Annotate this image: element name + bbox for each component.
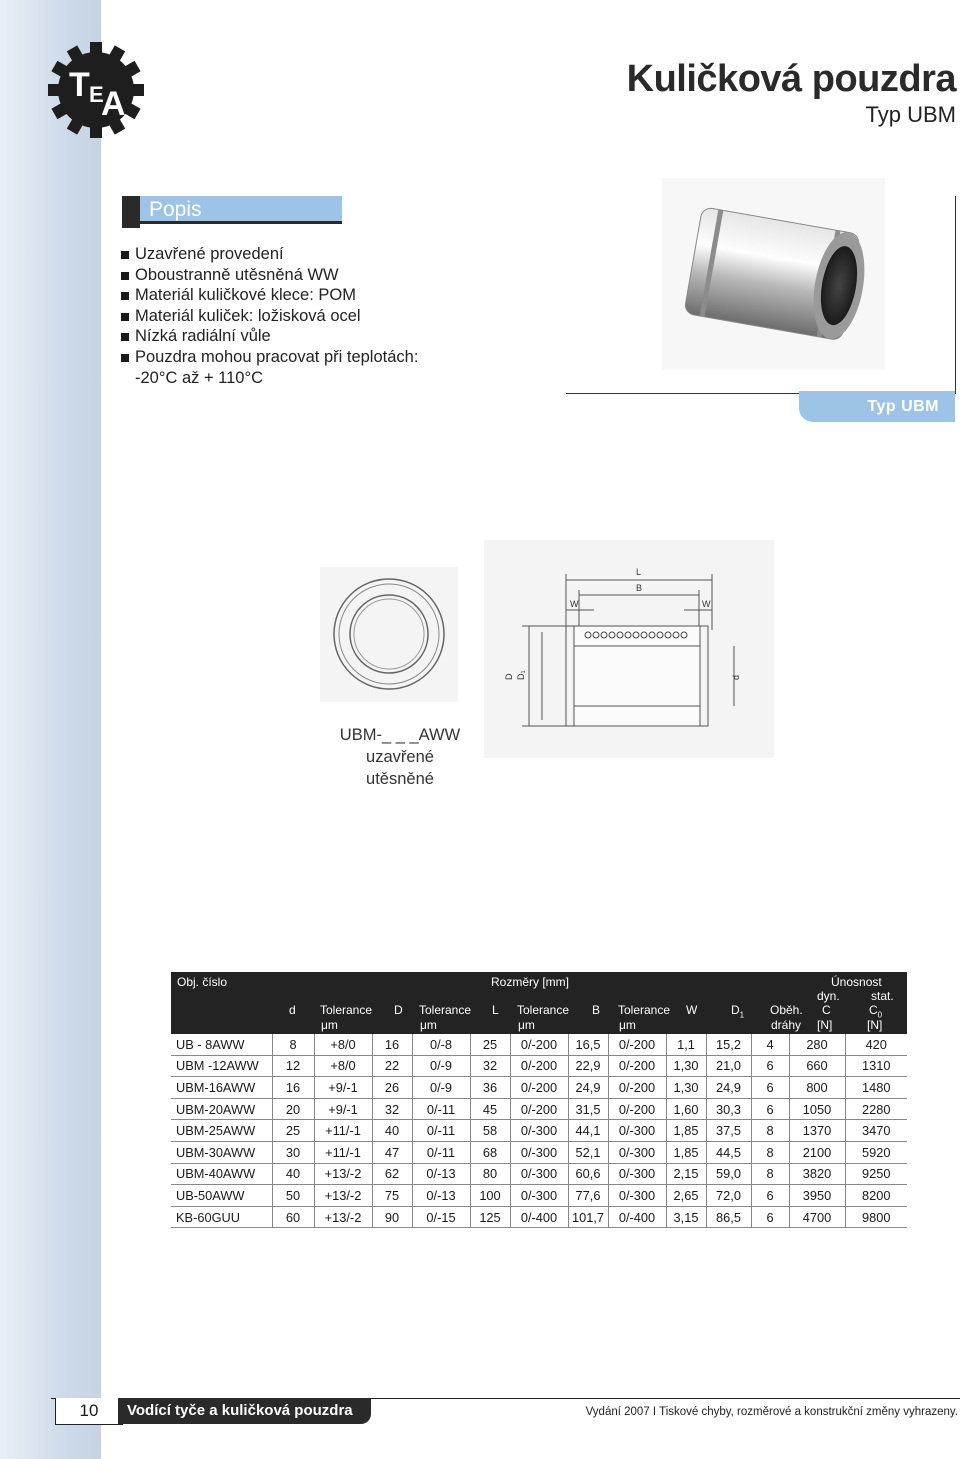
table-cell: 68 <box>470 1141 510 1163</box>
table-cell: 8 <box>751 1141 789 1163</box>
cell-product-code: UB - 8AWW <box>171 1034 272 1055</box>
feature-list <box>120 244 418 388</box>
table-cell: 22 <box>372 1055 412 1077</box>
table-cell: 0/-200 <box>510 1077 568 1099</box>
table-cell: 0/-400 <box>608 1206 666 1228</box>
header-W: W <box>686 1003 698 1017</box>
table-cell: 100 <box>470 1185 510 1207</box>
header-dyn: dyn. <box>817 989 840 1003</box>
table-cell: 0/-8 <box>412 1034 470 1055</box>
feature-item: Nízká radiální vůle <box>120 326 418 347</box>
table-cell: 80 <box>470 1163 510 1185</box>
table-cell: 0/-400 <box>510 1206 568 1228</box>
table-cell: 2100 <box>789 1141 845 1163</box>
temperature-range: -20°C až + 110°C <box>135 368 263 387</box>
table-cell: 0/-200 <box>608 1055 666 1077</box>
table-cell: 0/-11 <box>412 1120 470 1142</box>
table-cell: 0/-200 <box>510 1098 568 1120</box>
table-cell: 8 <box>751 1120 789 1142</box>
cell-product-code: UBM-20AWW <box>171 1098 272 1120</box>
table-cell: 3950 <box>789 1185 845 1207</box>
header-N: [N] <box>867 1018 883 1032</box>
table-cell: 2,15 <box>666 1163 706 1185</box>
table-cell: 0/-300 <box>608 1141 666 1163</box>
header-um: μm <box>420 1018 437 1032</box>
table-cell: 1480 <box>845 1077 907 1099</box>
table-cell: 21,0 <box>706 1055 751 1077</box>
table-cell: 6 <box>751 1077 789 1099</box>
type-code: UBM-_ _ _AWW <box>339 726 461 744</box>
table-cell: 0/-200 <box>510 1055 568 1077</box>
table-cell: 50 <box>272 1185 314 1207</box>
table-row <box>171 1034 907 1055</box>
table-cell: +9/-1 <box>314 1077 372 1099</box>
table-row <box>171 1206 907 1228</box>
table-cell: 6 <box>751 1206 789 1228</box>
table-cell: 0/-200 <box>510 1034 568 1055</box>
table-cell: 0/-9 <box>412 1055 470 1077</box>
table-cell: 60,6 <box>568 1163 608 1185</box>
table-cell: 22,9 <box>568 1055 608 1077</box>
table-cell: 420 <box>845 1034 907 1055</box>
section-heading-label: Popis <box>140 196 342 224</box>
cell-product-code: UBM-16AWW <box>171 1077 272 1099</box>
header-L: L <box>492 1003 499 1017</box>
table-cell: 1,1 <box>666 1034 706 1055</box>
table-cell: 6 <box>751 1098 789 1120</box>
table-cell: 6 <box>751 1185 789 1207</box>
cell-product-code: UB-50AWW <box>171 1185 272 1207</box>
cell-product-code: KB-60GUU <box>171 1206 272 1228</box>
footer-note: Vydání 2007 I Tiskové chyby, rozměrové a konstrukční změny vyhrazeny. <box>585 1406 958 1418</box>
table-cell: 16 <box>272 1077 314 1099</box>
table-cell: 32 <box>372 1098 412 1120</box>
header-tol: Tolerance <box>320 1003 373 1017</box>
header-tol: Tolerance <box>419 1003 472 1017</box>
table-cell: 1310 <box>845 1055 907 1077</box>
cell-product-code: UBM-30AWW <box>171 1141 272 1163</box>
table-cell: 800 <box>789 1077 845 1099</box>
table-cell: 1,60 <box>666 1098 706 1120</box>
table-cell: +9/-1 <box>314 1098 372 1120</box>
header-um: μm <box>619 1018 636 1032</box>
dim-label-w: W <box>570 599 579 609</box>
header-C: C <box>822 1003 831 1017</box>
table-cell: 75 <box>372 1185 412 1207</box>
table-cell: 30 <box>272 1141 314 1163</box>
table-cell: 8 <box>272 1034 314 1055</box>
table-cell: 0/-300 <box>608 1163 666 1185</box>
table-cell: 44,1 <box>568 1120 608 1142</box>
type-code-line3: utěsněné <box>366 770 434 788</box>
table-cell: 16,5 <box>568 1034 608 1055</box>
table-cell: 37,5 <box>706 1120 751 1142</box>
page-subtitle: Typ UBM <box>865 102 956 127</box>
table-cell: 72,0 <box>706 1185 751 1207</box>
table-cell: +8/0 <box>314 1055 372 1077</box>
table-cell: 0/-200 <box>608 1034 666 1055</box>
header-D1-label: D <box>731 1003 740 1017</box>
heading-accent-bar <box>122 196 140 228</box>
header-D: D <box>394 1003 403 1017</box>
table-cell: 0/-15 <box>412 1206 470 1228</box>
table-cell: 15,2 <box>706 1034 751 1055</box>
table-cell: 25 <box>272 1120 314 1142</box>
table-cell: 1370 <box>789 1120 845 1142</box>
table-cell: 59,0 <box>706 1163 751 1185</box>
dim-label-d-inner: d <box>731 674 741 680</box>
table-cell: 2,65 <box>666 1185 706 1207</box>
table-cell: +11/-1 <box>314 1120 372 1142</box>
header-B: B <box>592 1003 601 1017</box>
table-cell: 5920 <box>845 1141 907 1163</box>
table-cell: 0/-300 <box>510 1120 568 1142</box>
header-unosnost: Únosnost <box>831 975 882 989</box>
header-tol: Tolerance <box>517 1003 570 1017</box>
svg-text:E: E <box>89 82 104 107</box>
header-C0-label: C <box>869 1003 878 1017</box>
table-cell: 40 <box>272 1163 314 1185</box>
table-cell: 31,5 <box>568 1098 608 1120</box>
header-rozmery: Rozměry [mm] <box>491 975 569 989</box>
table-cell: +8/0 <box>314 1034 372 1055</box>
header-d: d <box>289 1003 296 1017</box>
dim-label-b: B <box>636 583 643 593</box>
table-cell: 9250 <box>845 1163 907 1185</box>
table-cell: 1,85 <box>666 1120 706 1142</box>
footer-title: Vodící tyče a kuličková pouzdra <box>118 1398 371 1424</box>
page-title: Kuličková pouzdra <box>626 58 956 100</box>
section-heading <box>122 196 342 226</box>
table-cell: 47 <box>372 1141 412 1163</box>
table-cell: 280 <box>789 1034 845 1055</box>
header-N: [N] <box>817 1018 833 1032</box>
table-cell: 0/-200 <box>608 1077 666 1099</box>
table-cell: 26 <box>372 1077 412 1099</box>
bearing-photo <box>662 178 885 370</box>
table-cell: 4 <box>751 1034 789 1055</box>
header-drahy: dráhy <box>771 1018 802 1032</box>
feature-item: Pouzdra mohou pracovat při teplotách: <box>120 347 418 368</box>
feature-item: Uzavřené provedení <box>120 244 418 265</box>
feature-item: Oboustranně utěsněná WW <box>120 265 418 286</box>
table-cell: 44,5 <box>706 1141 751 1163</box>
table-cell: 0/-11 <box>412 1141 470 1163</box>
table-cell: 0/-300 <box>510 1163 568 1185</box>
table-cell: 0/-11 <box>412 1098 470 1120</box>
header-obj: Obj. číslo <box>177 975 228 989</box>
header-obeh: Oběh. <box>770 1003 803 1017</box>
table-cell: +13/-2 <box>314 1185 372 1207</box>
type-code-line2: uzavřené <box>366 748 434 766</box>
table-cell: 1,85 <box>666 1141 706 1163</box>
table-cell: 2280 <box>845 1098 907 1120</box>
table-cell: 32 <box>470 1055 510 1077</box>
feature-item: Materiál kuliček: ložisková ocel <box>120 306 418 327</box>
table-row <box>171 1120 907 1142</box>
table-cell: +11/-1 <box>314 1141 372 1163</box>
table-cell: 0/-200 <box>608 1098 666 1120</box>
tea-logo <box>45 40 147 140</box>
table-cell: +13/-2 <box>314 1163 372 1185</box>
table-cell: 125 <box>470 1206 510 1228</box>
table-cell: 86,5 <box>706 1206 751 1228</box>
table-row <box>171 1185 907 1207</box>
table-cell: 4700 <box>789 1206 845 1228</box>
table-cell: 6 <box>751 1055 789 1077</box>
table-cell: 60 <box>272 1206 314 1228</box>
table-row <box>171 1055 907 1077</box>
specification-table <box>171 972 907 1228</box>
feature-item: Materiál kuličkové klece: POM <box>120 285 418 306</box>
frame-line <box>955 196 956 394</box>
table-row <box>171 1141 907 1163</box>
left-sidebar-band <box>0 0 101 1459</box>
table-cell: 0/-300 <box>608 1120 666 1142</box>
table-cell: 0/-300 <box>608 1185 666 1207</box>
table-cell: 12 <box>272 1055 314 1077</box>
table-cell: 52,1 <box>568 1141 608 1163</box>
table-cell: 0/-13 <box>412 1163 470 1185</box>
header-D1-sub: 1 <box>739 1010 745 1020</box>
cell-product-code: UBM-25AWW <box>171 1120 272 1142</box>
table-cell: 9800 <box>845 1206 907 1228</box>
table-cell: 1,30 <box>666 1055 706 1077</box>
table-cell: 62 <box>372 1163 412 1185</box>
svg-text:T: T <box>69 66 90 104</box>
table-cell: 24,9 <box>568 1077 608 1099</box>
cell-product-code: UBM-40AWW <box>171 1163 272 1185</box>
table-cell: 0/-300 <box>510 1141 568 1163</box>
table-row <box>171 1163 907 1185</box>
table-cell: 1,30 <box>666 1077 706 1099</box>
dim-label-l: L <box>636 567 642 577</box>
table-cell: 1050 <box>789 1098 845 1120</box>
table-row <box>171 1098 907 1120</box>
table-cell: 8 <box>751 1163 789 1185</box>
header-stat: stat. <box>871 989 894 1003</box>
table-cell: 8200 <box>845 1185 907 1207</box>
table-cell: 0/-9 <box>412 1077 470 1099</box>
table-cell: 40 <box>372 1120 412 1142</box>
table-cell: 30,3 <box>706 1098 751 1120</box>
table-cell: 36 <box>470 1077 510 1099</box>
type-code-caption <box>300 724 500 790</box>
section-drawing <box>484 540 774 758</box>
end-view-drawing <box>320 567 458 702</box>
table-row <box>171 1077 907 1099</box>
dim-label-d1: D₁ <box>516 670 526 680</box>
header-tol: Tolerance <box>618 1003 671 1017</box>
header-um: μm <box>321 1018 338 1032</box>
dim-label-d-outer: D <box>504 673 514 680</box>
table-cell: 0/-300 <box>510 1185 568 1207</box>
table-cell: 20 <box>272 1098 314 1120</box>
table-cell: 24,9 <box>706 1077 751 1099</box>
cell-product-code: UBM -12AWW <box>171 1055 272 1077</box>
page-number: 10 <box>55 1398 123 1425</box>
dim-label-w: W <box>702 599 711 609</box>
table-cell: 16 <box>372 1034 412 1055</box>
header-um: μm <box>518 1018 535 1032</box>
type-badge: Typ UBM <box>799 391 955 422</box>
table-cell: 101,7 <box>568 1206 608 1228</box>
table-cell: 77,6 <box>568 1185 608 1207</box>
table-cell: +13/-2 <box>314 1206 372 1228</box>
table-cell: 3,15 <box>666 1206 706 1228</box>
table-cell: 3820 <box>789 1163 845 1185</box>
table-cell: 58 <box>470 1120 510 1142</box>
header-C0-sub: 0 <box>877 1010 883 1020</box>
table-cell: 90 <box>372 1206 412 1228</box>
table-cell: 0/-13 <box>412 1185 470 1207</box>
svg-text:A: A <box>101 85 126 123</box>
table-cell: 25 <box>470 1034 510 1055</box>
table-cell: 45 <box>470 1098 510 1120</box>
table-cell: 660 <box>789 1055 845 1077</box>
table-cell: 3470 <box>845 1120 907 1142</box>
